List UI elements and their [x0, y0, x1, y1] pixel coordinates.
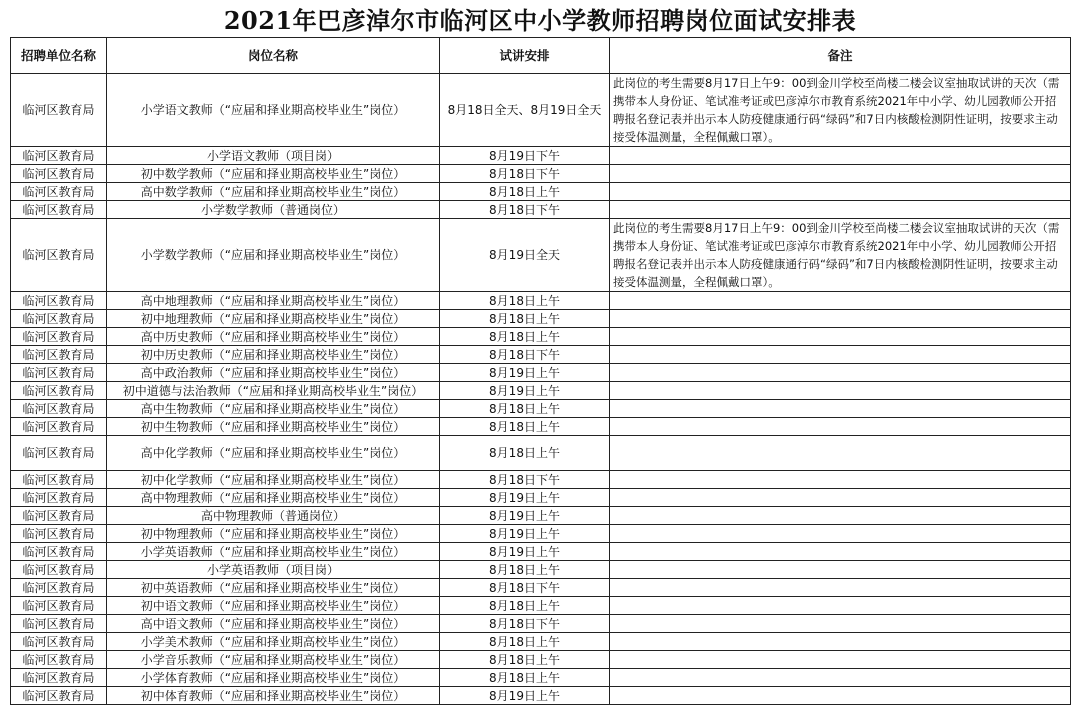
unit-cell: 临河区教育局 [11, 364, 107, 382]
schedule-cell: 8月19日上午 [440, 507, 610, 525]
remark-cell [610, 471, 1071, 489]
table-row [11, 183, 1071, 201]
unit-cell: 临河区教育局 [11, 436, 107, 471]
schedule-cell: 8月18日下午 [440, 346, 610, 364]
remark-cell [610, 543, 1071, 561]
schedule-cell: 8月18日下午 [440, 615, 610, 633]
position-cell: 小学数学教师（“应届和择业期高校毕业生”岗位） [107, 219, 440, 292]
remark-cell [610, 436, 1071, 471]
table-row [11, 633, 1071, 651]
position-cell: 初中体育教师（“应届和择业期高校毕业生”岗位） [107, 687, 440, 705]
table-row [11, 364, 1071, 382]
table-row [11, 669, 1071, 687]
schedule-cell: 8月18日全天、8月19日全天 [440, 74, 610, 147]
unit-cell: 临河区教育局 [11, 165, 107, 183]
remark-cell [610, 687, 1071, 705]
table-row [11, 310, 1071, 328]
unit-cell: 临河区教育局 [11, 201, 107, 219]
unit-cell: 临河区教育局 [11, 346, 107, 364]
position-cell: 初中道德与法治教师（“应届和择业期高校毕业生”岗位） [107, 382, 440, 400]
schedule-cell: 8月18日下午 [440, 201, 610, 219]
unit-cell: 临河区教育局 [11, 400, 107, 418]
unit-cell: 临河区教育局 [11, 74, 107, 147]
position-cell: 小学数学教师（普通岗位） [107, 201, 440, 219]
schedule-cell: 8月18日下午 [440, 579, 610, 597]
header-remark: 备注 [610, 38, 1071, 74]
table-row [11, 436, 1071, 471]
table-row [11, 525, 1071, 543]
position-cell: 小学语文教师（项目岗） [107, 147, 440, 165]
unit-cell: 临河区教育局 [11, 507, 107, 525]
schedule-cell: 8月18日上午 [440, 436, 610, 471]
unit-cell: 临河区教育局 [11, 471, 107, 489]
table-row [11, 292, 1071, 310]
position-cell: 初中物理教师（“应届和择业期高校毕业生”岗位） [107, 525, 440, 543]
remark-cell [610, 165, 1071, 183]
schedule-cell: 8月19日下午 [440, 147, 610, 165]
table-row [11, 543, 1071, 561]
schedule-cell: 8月19日上午 [440, 489, 610, 507]
schedule-cell: 8月19日上午 [440, 525, 610, 543]
remark-cell [610, 633, 1071, 651]
table-row [11, 201, 1071, 219]
position-cell: 小学美术教师（“应届和择业期高校毕业生”岗位） [107, 633, 440, 651]
remark-cell [610, 507, 1071, 525]
schedule-cell: 8月18日上午 [440, 400, 610, 418]
schedule-cell: 8月18日上午 [440, 310, 610, 328]
schedule-cell: 8月18日上午 [440, 651, 610, 669]
remark-cell [610, 201, 1071, 219]
table-row [11, 74, 1071, 147]
position-cell: 小学英语教师（项目岗） [107, 561, 440, 579]
table-row [11, 165, 1071, 183]
unit-cell: 临河区教育局 [11, 561, 107, 579]
position-cell: 初中数学教师（“应届和择业期高校毕业生”岗位） [107, 165, 440, 183]
schedule-cell: 8月19日上午 [440, 687, 610, 705]
position-cell: 高中物理教师（“应届和择业期高校毕业生”岗位） [107, 489, 440, 507]
remark-cell [610, 382, 1071, 400]
unit-cell: 临河区教育局 [11, 382, 107, 400]
position-cell: 高中政治教师（“应届和择业期高校毕业生”岗位） [107, 364, 440, 382]
unit-cell: 临河区教育局 [11, 525, 107, 543]
table-row [11, 471, 1071, 489]
schedule-cell: 8月18日上午 [440, 292, 610, 310]
remark-cell [610, 525, 1071, 543]
remark-cell [610, 400, 1071, 418]
unit-cell: 临河区教育局 [11, 418, 107, 436]
schedule-cell: 8月18日上午 [440, 669, 610, 687]
schedule-cell: 8月18日上午 [440, 597, 610, 615]
schedule-cell: 8月19日上午 [440, 382, 610, 400]
table-row [11, 579, 1071, 597]
unit-cell: 临河区教育局 [11, 219, 107, 292]
schedule-cell: 8月18日上午 [440, 183, 610, 201]
position-cell: 初中生物教师（“应届和择业期高校毕业生”岗位） [107, 418, 440, 436]
header-position: 岗位名称 [107, 38, 440, 74]
table-row [11, 507, 1071, 525]
table-row [11, 687, 1071, 705]
position-cell: 小学英语教师（“应届和择业期高校毕业生”岗位） [107, 543, 440, 561]
unit-cell: 临河区教育局 [11, 328, 107, 346]
schedule-cell: 8月19日全天 [440, 219, 610, 292]
table-row [11, 561, 1071, 579]
unit-cell: 临河区教育局 [11, 669, 107, 687]
schedule-cell: 8月18日下午 [440, 165, 610, 183]
table-row [11, 597, 1071, 615]
position-cell: 初中地理教师（“应届和择业期高校毕业生”岗位） [107, 310, 440, 328]
remark-cell [610, 328, 1071, 346]
unit-cell: 临河区教育局 [11, 310, 107, 328]
remark-cell [610, 310, 1071, 328]
schedule-table [10, 37, 1071, 705]
unit-cell: 临河区教育局 [11, 147, 107, 165]
remark-cell [610, 183, 1071, 201]
remark-cell [610, 615, 1071, 633]
position-cell: 高中历史教师（“应届和择业期高校毕业生”岗位） [107, 328, 440, 346]
position-cell: 高中地理教师（“应届和择业期高校毕业生”岗位） [107, 292, 440, 310]
position-cell: 初中语文教师（“应届和择业期高校毕业生”岗位） [107, 597, 440, 615]
schedule-cell: 8月18日上午 [440, 418, 610, 436]
position-cell: 高中语文教师（“应届和择业期高校毕业生”岗位） [107, 615, 440, 633]
header-schedule: 试讲安排 [440, 38, 610, 74]
table-row [11, 219, 1071, 292]
unit-cell: 临河区教育局 [11, 687, 107, 705]
table-row [11, 418, 1071, 436]
remark-cell [610, 147, 1071, 165]
schedule-cell: 8月18日上午 [440, 633, 610, 651]
position-cell: 初中历史教师（“应届和择业期高校毕业生”岗位） [107, 346, 440, 364]
remark-cell [610, 364, 1071, 382]
remark-cell [610, 489, 1071, 507]
table-row [11, 147, 1071, 165]
position-cell: 小学体育教师（“应届和择业期高校毕业生”岗位） [107, 669, 440, 687]
remark-cell: 此岗位的考生需要8月17日上午9：00到金川学校至尚楼二楼会议室抽取试讲的天次（需携带本人身份证、笔试准考证或巴彦淖尔市教育系统2021年中小学、幼儿园教师公开招聘报名登记表并出示本人防疫健康通行码“绿码”和7日内核酸检测阴性证明，按要求主动接受体温测量，全程佩戴口罩）。 [610, 219, 1071, 292]
table-row [11, 489, 1071, 507]
unit-cell: 临河区教育局 [11, 579, 107, 597]
schedule-cell: 8月18日上午 [440, 561, 610, 579]
position-cell: 小学音乐教师（“应届和择业期高校毕业生”岗位） [107, 651, 440, 669]
remark-cell [610, 651, 1071, 669]
position-cell: 高中生物教师（“应届和择业期高校毕业生”岗位） [107, 400, 440, 418]
table-row [11, 651, 1071, 669]
unit-cell: 临河区教育局 [11, 292, 107, 310]
position-cell: 初中化学教师（“应届和择业期高校毕业生”岗位） [107, 471, 440, 489]
position-cell: 初中英语教师（“应届和择业期高校毕业生”岗位） [107, 579, 440, 597]
unit-cell: 临河区教育局 [11, 597, 107, 615]
table-row [11, 328, 1071, 346]
table-row [11, 400, 1071, 418]
position-cell: 高中物理教师（普通岗位） [107, 507, 440, 525]
schedule-cell: 8月19日上午 [440, 364, 610, 382]
schedule-cell: 8月18日下午 [440, 471, 610, 489]
schedule-cell: 8月19日上午 [440, 543, 610, 561]
table-row [11, 382, 1071, 400]
unit-cell: 临河区教育局 [11, 489, 107, 507]
unit-cell: 临河区教育局 [11, 651, 107, 669]
remark-cell [610, 292, 1071, 310]
remark-cell [610, 579, 1071, 597]
remark-cell: 此岗位的考生需要8月17日上午9：00到金川学校至尚楼二楼会议室抽取试讲的天次（需携带本人身份证、笔试准考证或巴彦淖尔市教育系统2021年中小学、幼儿园教师公开招聘报名登记表并出示本人防疫健康通行码“绿码”和7日内核酸检测阴性证明，按要求主动接受体温测量，全程佩戴口罩）。 [610, 74, 1071, 147]
position-cell: 高中数学教师（“应届和择业期高校毕业生”岗位） [107, 183, 440, 201]
position-cell: 小学语文教师（“应届和择业期高校毕业生”岗位） [107, 74, 440, 147]
unit-cell: 临河区教育局 [11, 633, 107, 651]
remark-cell [610, 418, 1071, 436]
page-title: 2021年巴彦淖尔市临河区中小学教师招聘岗位面试安排表 [223, 6, 857, 35]
table-body [11, 74, 1071, 705]
table-row [11, 346, 1071, 364]
unit-cell: 临河区教育局 [11, 183, 107, 201]
table-header-row [11, 38, 1071, 74]
remark-cell [610, 669, 1071, 687]
unit-cell: 临河区教育局 [11, 543, 107, 561]
table-row [11, 615, 1071, 633]
remark-cell [610, 597, 1071, 615]
remark-cell [610, 346, 1071, 364]
remark-cell [610, 561, 1071, 579]
header-unit: 招聘单位名称 [11, 38, 107, 74]
schedule-cell: 8月18日上午 [440, 328, 610, 346]
unit-cell: 临河区教育局 [11, 615, 107, 633]
position-cell: 高中化学教师（“应届和择业期高校毕业生”岗位） [107, 436, 440, 471]
